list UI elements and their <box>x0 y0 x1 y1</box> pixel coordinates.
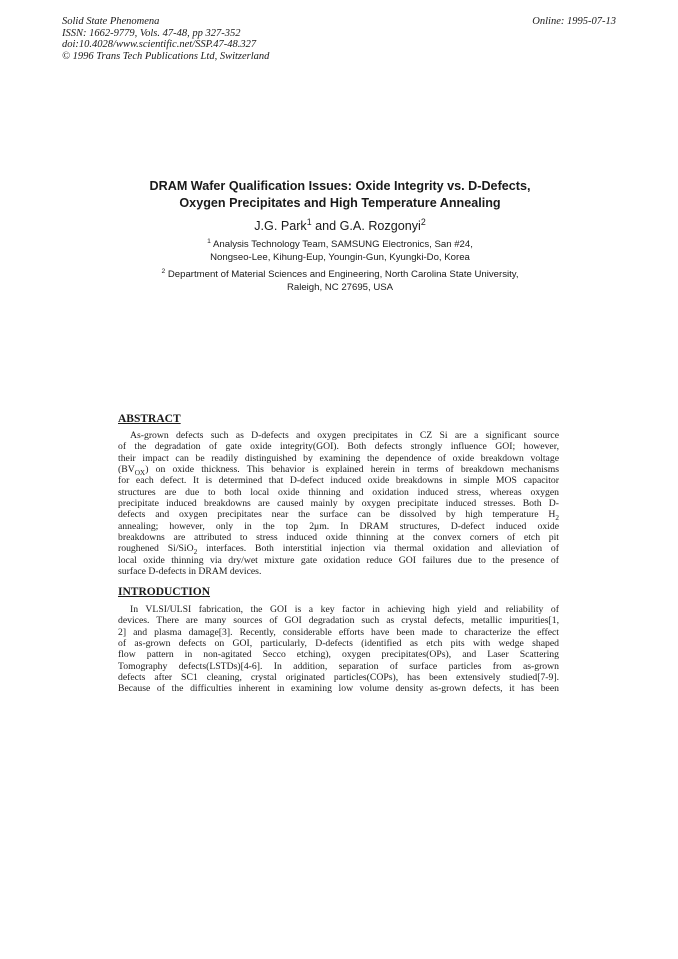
author-1-sup: 1 <box>306 216 312 227</box>
author-1: J.G. Park <box>254 219 307 233</box>
abstract-line: surface D-defects in DRAM devices. <box>118 566 262 578</box>
affiliation-1 <box>90 238 590 264</box>
intro-line: Because of the difficulties inherent in examining low volume density as-grown defects, it has been <box>118 683 559 695</box>
journal-header <box>62 16 269 62</box>
abstract-line: defects and oxygen precipitates near the surface can be dissolved by high temperature $H_2$ <box>118 509 559 523</box>
abstract-line: for each defect. It is determined that D-defect induced oxide breakdowns in simple MOS capacitor <box>118 475 559 487</box>
introduction-body <box>118 604 559 695</box>
affiliation-2 <box>90 268 590 294</box>
abstract-line: precipitate induced breakdowns are caused mainly by oxygen precipitate induced stresses. Both D- <box>118 498 559 510</box>
journal-name: Solid State Phenomena <box>62 16 160 27</box>
abstract-line: annealing; however, only in the top 2μm. In DRAM structures, D-defect induced oxide <box>118 520 559 532</box>
intro-line: of as-grown defects on GOI, particularly, D-defects (identified as etch pits with wedge shaped <box>118 638 559 650</box>
aff-2-line-1: Department of Material Sciences and Engineering, North Carolina State University, <box>165 269 519 280</box>
doi-line: doi:10.4028/www.scientific.net/SSP.47-48.327 <box>62 39 257 50</box>
intro-line: devices. There are many sources of GOI degradation such as crystal defects, metallic impurities[1, <box>118 615 559 627</box>
intro-line: In VLSI/ULSI fabrication, the GOI is a key factor in achieving high yield and reliability of <box>130 604 559 615</box>
intro-line: flow pattern in non-agitated Secco etching), oxygen precipitates(OPs), and Laser Scattering <box>118 649 559 661</box>
introduction-heading: INTRODUCTION <box>118 586 211 598</box>
title-line-1: DRAM Wafer Qualification Issues: Oxide Integrity vs. D-Defects, <box>149 179 531 193</box>
title-line-2: Oxygen Precipitates and High Temperature Annealing <box>179 196 501 210</box>
copyright-line: © 1996 Trans Tech Publications Ltd, Switzerland <box>62 50 270 62</box>
aff-1-sup: 1 <box>207 237 211 245</box>
intro-line: defects after SC1 cleaning, crystal originated particles(COPs), has been extensively studied[7-9]. <box>118 672 559 684</box>
abstract-line: breakdowns are attributed to stress induced oxide thinning at the convex corners of etch pit <box>118 532 559 544</box>
abstract-body <box>118 430 559 577</box>
aff-1-line-2: Nongseo-Lee, Kihung-Eup, Youngin-Gun, Kyungki-Do, Korea <box>210 252 470 263</box>
aff-2-line-2: Raleigh, NC 27695, USA <box>286 282 394 293</box>
abstract-heading: ABSTRACT <box>118 413 181 425</box>
intro-line: 2] and plasma damage[3]. Recently, considerable efforts have been made to characterize the effect <box>118 626 559 638</box>
abstract-line: As-grown defects such as D-defects and oxygen precipitates in CZ Si are a significant source <box>130 430 559 441</box>
author-line <box>90 216 590 233</box>
abstract-line: roughened Si/SiO$_2$ interfaces. Both interstitial injection via thermal oxidation and alleviation of <box>118 543 559 557</box>
aff-2-sup: 2 <box>161 267 166 275</box>
author-2-sup: 2 <box>420 216 426 227</box>
online-date: Online: 1995-07-13 <box>532 16 616 27</box>
paper-title <box>90 178 590 212</box>
abstract-line: their impact can be readily distinguished by examining the dependence of oxide breakdown voltage <box>118 452 559 464</box>
issn-line: ISSN: 1662-9779, Vols. 47-48, pp 327-352 <box>62 27 241 39</box>
intro-line: Tomography defects(LSTDs)[4-6]. In addition, separation of surface particles from as-grown <box>118 660 559 672</box>
abstract-line: structures are due to both local oxide thinning and oxidation induced stress, whereas oxygen <box>118 486 559 498</box>
abstract-line: $(BV_{OX})$ on oxide thickness. This behavior is explained herein in terms of breakdown mechanisms <box>118 464 559 477</box>
aff-1-line-1: Analysis Technology Team, SAMSUNG Electronics, San #24, <box>210 239 473 250</box>
abstract-line: local oxide thinning via dry/wet mixture gate oxidation reduce GOI failures due to the presence of <box>118 554 559 566</box>
author-2: G.A. Rozgonyi <box>339 219 421 233</box>
abstract-line: of the degradation of gate oxide integrity(GOI). Both defects strongly influence GOI; however, <box>118 441 559 453</box>
author-and: and <box>311 219 340 233</box>
